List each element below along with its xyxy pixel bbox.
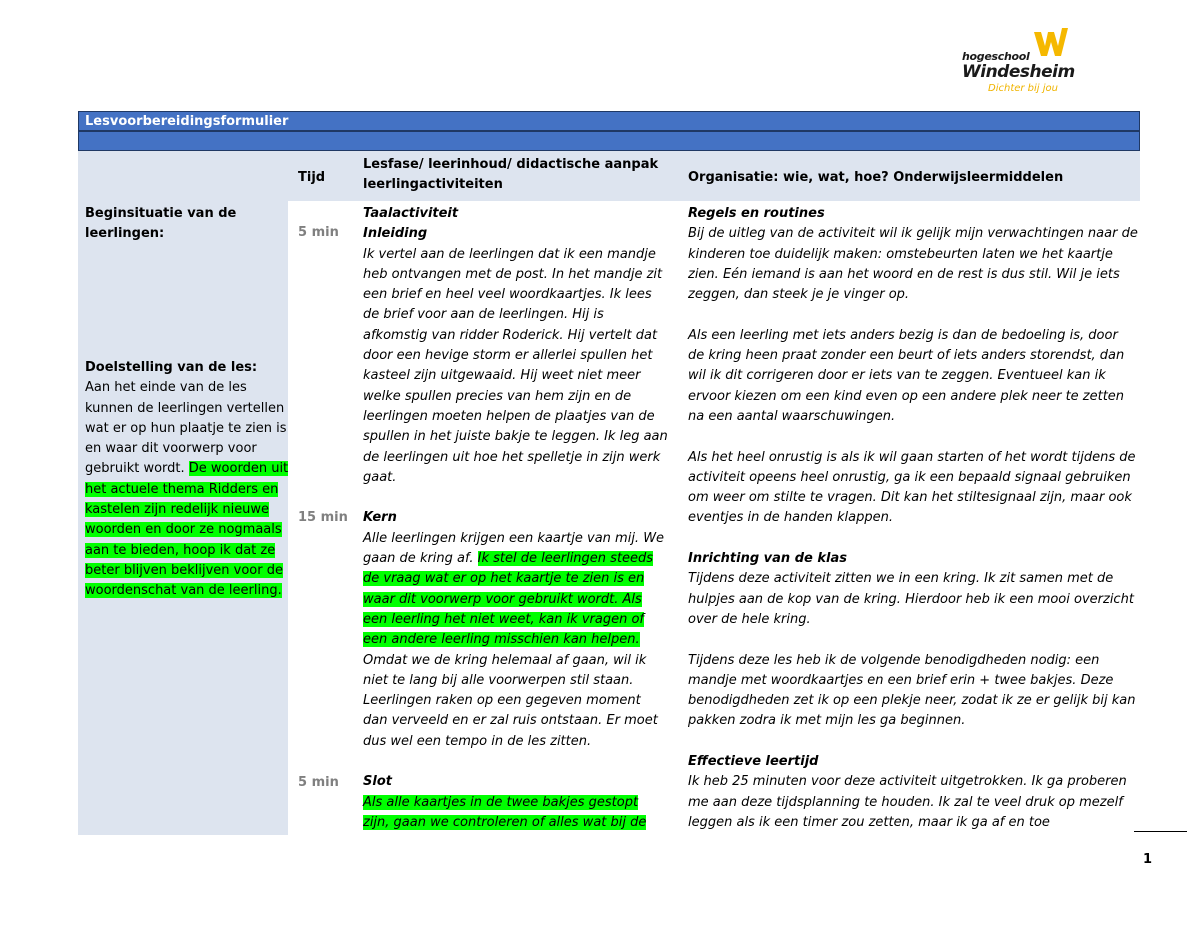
kern-text-2: Omdat we de kring helemaal af gaan, wil ik niet te lang bij alle voorwerpen stil staan. Leerlingen raken op een gegeven moment dan verveeld en er zal ruis ontstaan. Er moet dus wel een tempo in de les zitten. <box>363 652 658 749</box>
windesheim-w-icon <box>1032 26 1070 60</box>
header-lesfase-line1: Lesfase/ leerinhoud/ didactische aanpak <box>363 157 659 172</box>
inrichting-paragraph-1: Tijdens deze activiteit zitten we in een kring. Ik zit samen met de hulpjes aan de kop van de kring. Hierdoor heb ik een mooi overzicht over de hele kring. <box>688 571 1134 627</box>
header-lesfase <box>363 155 658 195</box>
regels-paragraph-1: Bij de uitleg van de activiteit wil ik gelijk mijn verwachtingen naar de kinderen toe duidelijk maken: omstebeurten laten we het kaartje zien. Eén iemand is aan het woord en de rest is dus stil. Wil je iets zeggen, dan steek je je vinger op. <box>688 226 1138 303</box>
beginsituatie-label <box>85 204 236 244</box>
leertijd-paragraph-1: Ik heb 25 minuten voor deze activiteit uitgetrokken. Ik ga proberen me aan deze tijdsplanning te houden. Ik zal te veel druk op mezelf leggen als ik een timer zou zetten, maar ik ga af en toe <box>688 774 1127 830</box>
slot-title: Slot <box>363 774 392 790</box>
time-inleiding: 5 min <box>298 225 339 240</box>
organisatie-column <box>688 204 1138 833</box>
activiteit-title: Taalactiviteit <box>363 206 459 221</box>
kern-paragraph <box>363 529 668 752</box>
logo-name: Windesheim <box>962 62 1075 82</box>
inrichting-title: Inrichting van de klas <box>688 551 847 567</box>
kern-title: Kern <box>363 510 397 526</box>
footer-line <box>1134 831 1187 832</box>
doelstelling-title: Doelstelling van de les: <box>85 360 258 375</box>
logo-hogeschool: hogeschool <box>962 50 1030 63</box>
beginsituatie-line2: leerlingen: <box>85 226 165 241</box>
kern-highlight: Ik stel de leerlingen steeds de vraag wat er op het kaartje te zien is en waar dit voorwerp voor gebruikt wordt. Als een leerling het niet weet, kan ik vragen of een andere leerling misschien kan helpen. <box>363 551 654 648</box>
doelstelling-highlight: De woorden uit het actuele thema Ridders en kastelen zijn redelijk nieuwe woorden en door ze nogmaals aan te bieden, hoop ik dat ze beter blijven beklijven voor de woordenschat van de leerling. <box>85 461 289 599</box>
page-number: 1 <box>1143 852 1153 867</box>
logo-tagline: Dichter bij jou <box>988 83 1058 94</box>
regels-paragraph-2: Als een leerling met iets anders bezig is dan de bedoeling is, door de kring heen praat zonder een beurt of iets anders storendst, dan wil ik dit corrigeren door er iets van te zeggen. Eventueel kan ik ervoor kiezen om een kind even op een andere plek neer te zetten na een aantal waarschuwingen. <box>688 327 1125 424</box>
inleiding-text: Ik vertel aan de leerlingen dat ik een mandje heb ontvangen met de post. In het mandje zit een brief en heel veel woordkaartjes. Ik lees de brief voor aan de leerlingen. Hij is afkomstig van ridder Roderick. Hij vertelt dat door een hevige storm er allerlei spullen het kasteel zijn uitgewaaid. Hij weet niet meer welke spullen precies van hem zijn en de leerlingen moeten helpen de plaatjes van de spullen in het juiste bakje te leggen. Ik leg aan de leerlingen uit hoe het spelletje in zijn werk gaat. <box>363 246 668 485</box>
header-organisatie: Organisatie: wie, wat, hoe? Onderwijsleermiddelen <box>688 170 1064 185</box>
beginsituatie-line1: Beginsituatie van de <box>85 206 237 221</box>
leertijd-title: Effectieve leertijd <box>688 754 819 770</box>
time-kern: 15 min <box>298 510 348 525</box>
form-sub-bar <box>78 131 1140 151</box>
regels-paragraph-3: Als het heel onrustig is als ik wil gaan starten of het wordt tijdens de activiteit opeens heel onrustig, ga ik een bepaald signaal gebruiken om weer om stilte te vragen. Dit kan het stiltesignaal zijn, maar ook eventjes in de handen klappen. <box>688 449 1136 526</box>
lesfase-column <box>363 204 668 833</box>
regels-title: Regels en routines <box>688 206 825 221</box>
slot-highlight: Als alle kaartjes in de twee bakjes gestopt zijn, gaan we controleren of alles wat bij de <box>363 794 647 830</box>
kern-text-1: Alle leerlingen krijgen een kaartje van mij. We gaan de kring af. <box>363 530 665 567</box>
windesheim-logo <box>962 26 1075 96</box>
inleiding-title: Inleiding <box>363 226 428 242</box>
doelstelling-text: Aan het einde van de les kunnen de leerlingen vertellen wat er op hun plaatje te zien is en waar dit voorwerp voor gebruikt wordt. <box>85 380 287 477</box>
header-tijd: Tijd <box>298 170 326 185</box>
header-lesfase-line2: leerlingactiviteiten <box>363 177 503 192</box>
inrichting-paragraph-2: Tijdens deze les heb ik de volgende benodigdheden nodig: een mandje met woordkaartjes en een brief erin + twee bakjes. Deze benodigdheden zet ik op een plekje neer, zodat ik ze er gelijk bij kan pakken zodra ik met mijn les ga beginnen. <box>688 652 1136 729</box>
doelstelling <box>85 358 290 602</box>
time-slot: 5 min <box>298 775 339 790</box>
form-title-bar: Lesvoorbereidingsformulier <box>78 111 1140 131</box>
